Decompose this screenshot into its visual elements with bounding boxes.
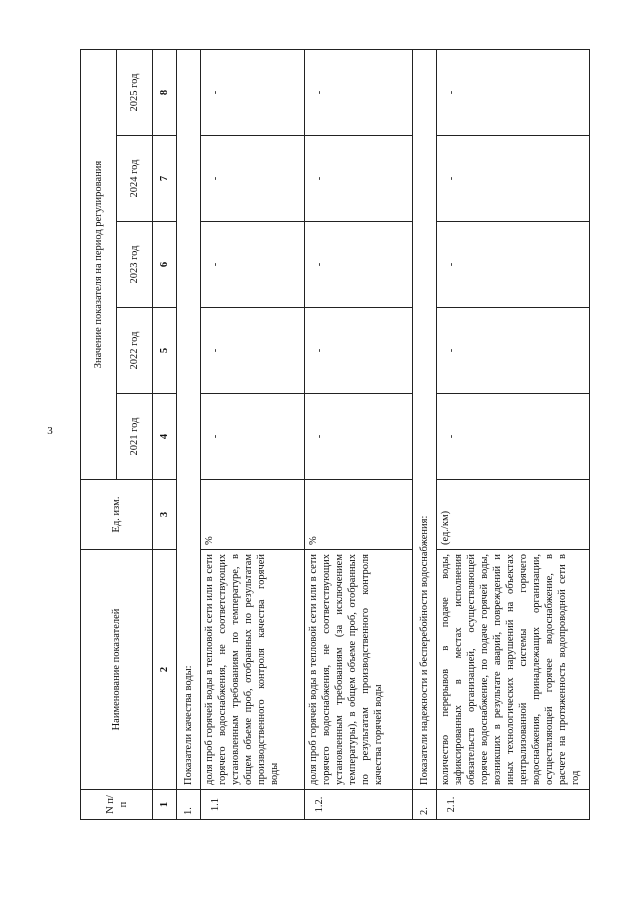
header-year-2021: 2021 год [117,394,153,480]
value-2023: - [201,222,305,308]
unit-cell: % [201,480,305,550]
header-year-2025: 2025 год [117,49,153,135]
table-row-section-2 [413,49,437,819]
value-2024: - [437,136,590,222]
column-number: 5 [153,308,177,394]
indicator-name: количество перерывов в подаче воды, зафиксированных в местах исполнения обязательств организацией, осуществляющей горячее водоснабжение, по подаче горячей воды, возникших в результате аварий, повреждений и иных технологических нарушений на объектах централизованной системы горячего водоснабжения, принадлежащих организации, осуществляющей горячее водоснабжение, в расчете на протяженность водопроводной сети в год [437,550,590,790]
value-2022: - [437,308,590,394]
value-2022: - [201,308,305,394]
value-2021: - [305,394,413,480]
column-number: 2 [153,550,177,790]
header-year-2024: 2024 год [117,136,153,222]
header-year-2022: 2022 год [117,308,153,394]
header-year-2023: 2023 год [117,222,153,308]
indicator-name: доля проб горячей воды в тепловой сети или в сети горячего водоснабжения, не соответствующих установленным требованиям (за исключением температуры), в общем объеме проб, отобранных по результатам производственного контроля качества горячей воды [305,550,413,790]
unit-cell: (ед./км) [437,480,590,550]
value-2023: - [305,222,413,308]
column-number: 6 [153,222,177,308]
indicator-name: доля проб горячей воды в тепловой сети или в сети горячего водоснабжения, не соответствующих установленным требованиям по температуре, в общем объеме проб, отобранных по результатам производственного контроля качества горячей воды [201,550,305,790]
value-2025: - [305,49,413,135]
indicators-table [80,49,590,820]
header-name: Наименование показателей [81,550,153,790]
value-2025: - [201,49,305,135]
value-2022: - [305,308,413,394]
table-row [305,49,413,819]
section-title: Показатели надежности и бесперебойности водоснабжения: [413,49,437,789]
value-2021: - [437,394,590,480]
section-title: Показатели качества воды: [177,49,201,789]
row-number: 1.2. [305,790,413,820]
unit-cell: % [305,480,413,550]
value-2023: - [437,222,590,308]
page-number: 3 [47,425,53,437]
value-2024: - [201,136,305,222]
column-number: 4 [153,394,177,480]
column-numbers-row [153,49,177,819]
value-2025: - [437,49,590,135]
column-number: 7 [153,136,177,222]
table-row [437,49,590,819]
row-number: 1. [177,790,201,820]
value-2021: - [201,394,305,480]
header-row-1 [81,49,117,819]
header-no: N п/п [81,790,153,820]
table-row [201,49,305,819]
column-number: 1 [153,790,177,820]
row-number: 2. [413,790,437,820]
row-number: 1.1 [201,790,305,820]
header-unit: Ед. изм. [81,480,153,550]
table-row-section-1 [177,49,201,819]
header-period-group: Значение показателя на период регулирования [81,49,117,479]
column-number: 8 [153,49,177,135]
column-number: 3 [153,480,177,550]
rotated-table-wrapper [80,50,590,820]
value-2024: - [305,136,413,222]
row-number: 2.1. [437,790,590,820]
